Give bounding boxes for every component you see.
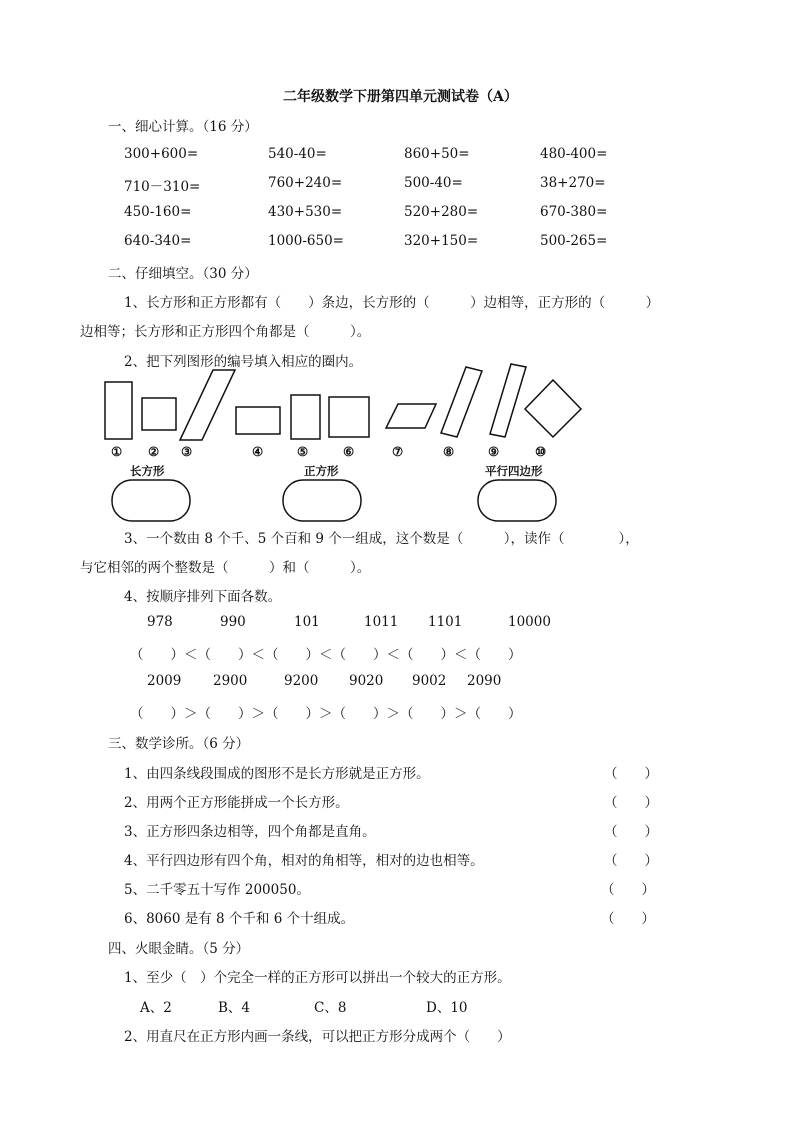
choice-option-d[interactable]: D、10 [426,1000,468,1016]
category-label-rectangle: 长方形 [130,464,165,478]
choice-question-1: 1、至少（ ）个完全一样的正方形可以拼出一个较大的正方形。 [124,970,511,986]
order-comparison-ascending[interactable]: （ ）＜（ ）＜（ ）＜（ ）＜（ ）＜（ ） [130,647,522,663]
shape-5-rectangle [291,395,320,439]
section-3-heading: 三、数学诊所。（6 分） [108,736,250,752]
order-number: 9200 [284,673,319,689]
order-number: 2090 [467,673,502,689]
calc-item: 860+50= [404,146,470,162]
order-number: 101 [294,614,320,630]
order-number: 10000 [508,614,551,630]
order-number: 978 [147,614,173,630]
order-number: 1011 [364,614,399,630]
choice-option-c[interactable]: C、8 [314,1000,347,1016]
judge-answer-blank[interactable]: （ ） [604,824,658,840]
question-2-2: 2、把下列图形的编号填入相应的圈内。 [124,354,363,370]
calc-item: 710－310= [124,179,201,195]
question-2-3-line1: 3、一个数由 8 个千、5 个百和 9 个一组成，这个数是（ ），读作（ ）， [124,531,639,547]
choice-question-2: 2、用直尺在正方形内画一条线，可以把正方形分成两个（ ） [124,1029,511,1045]
calc-item: 500-40= [404,175,463,191]
shape-3-parallelogram [180,370,235,440]
shape-number-label: ④ [252,444,264,459]
order-number: 2009 [147,673,182,689]
order-number: 2900 [213,673,248,689]
judge-answer-blank[interactable]: （ ） [601,911,655,927]
question-2-1-line1: 1、长方形和正方形都有（ ）条边，长方形的（ ）边相等，正方形的（ ） [124,295,660,311]
shape-4-rectangle [236,407,280,434]
calc-item: 38+270= [540,175,606,191]
question-2-3-line2: 与它相邻的两个整数是（ ）和（ ）。 [80,560,371,576]
shape-number-label: ⑥ [343,444,355,459]
category-label-square: 正方形 [304,464,339,478]
calc-item: 430+530= [268,204,343,220]
shape-1-rectangle [105,382,132,439]
shape-number-label: ⑤ [297,444,309,459]
shape-2-square [142,398,176,430]
shape-10-square [525,380,581,437]
judge-item: 1、由四条线段围成的图形不是长方形就是正方形。 [124,766,430,782]
shape-9-parallelogram [490,364,526,437]
calc-item: 300+600= [124,146,199,162]
section-1-heading: 一、细心计算。（16 分） [108,119,258,135]
calc-item: 640-340= [124,233,192,249]
order-number: 9002 [412,673,447,689]
order-number: 9020 [349,673,384,689]
shape-number-label: ③ [181,444,193,459]
order-number: 990 [220,614,246,630]
calc-item: 760+240= [268,175,343,191]
judge-item: 2、用两个正方形能拼成一个长方形。 [124,795,349,811]
judge-item: 3、正方形四条边相等，四个角都是直角。 [124,824,376,840]
page-title: 二年级数学下册第四单元测试卷（A） [283,89,518,105]
calc-item: 450-160= [124,204,192,220]
calc-item: 500-265= [540,233,608,249]
shape-number-label: ⑦ [392,444,404,459]
category-label-parallelogram: 平行四边形 [485,464,543,478]
square-answer-oval[interactable] [283,480,361,521]
question-2-4: 4、按顺序排列下面各数。 [124,589,282,605]
shape-number-label: ⑩ [535,444,547,459]
judge-item: 4、平行四边形有四个角，相对的角相等，相对的边也相等。 [124,853,484,869]
shape-6-square [329,397,369,437]
judge-item: 5、二千零五十写作 200050。 [124,882,310,898]
section-2-heading: 二、仔细填空。（30 分） [108,266,258,282]
choice-option-b[interactable]: B、4 [218,1000,251,1016]
judge-item: 6、8060 是有 8 个千和 6 个十组成。 [124,911,355,927]
calc-item: 320+150= [404,233,479,249]
order-comparison-descending[interactable]: （ ）＞（ ）＞（ ）＞（ ）＞（ ）＞（ ） [130,706,522,722]
calc-item: 1000-650= [268,233,344,249]
calc-item: 540-40= [268,146,327,162]
judge-answer-blank[interactable]: （ ） [601,882,655,898]
parallelogram-answer-oval[interactable] [478,480,556,521]
calc-item: 670-380= [540,204,608,220]
order-number: 1101 [428,614,463,630]
shape-8-parallelogram [441,367,482,437]
calc-item: 520+280= [404,204,479,220]
choice-option-a[interactable]: A、2 [140,1000,172,1016]
judge-answer-blank[interactable]: （ ） [604,766,658,782]
rectangle-answer-oval[interactable] [112,480,190,521]
judge-answer-blank[interactable]: （ ） [604,853,658,869]
shape-number-label: ② [148,444,160,459]
section-4-heading: 四、火眼金睛。（5 分） [108,941,250,957]
calc-item: 480-400= [540,146,608,162]
shape-7-parallelogram [386,404,436,428]
judge-answer-blank[interactable]: （ ） [604,795,658,811]
shape-number-label: ⑧ [443,444,455,459]
shape-number-label: ⑨ [488,444,500,459]
question-2-1-line2: 边相等；长方形和正方形四个角都是（ ）。 [80,324,371,340]
shape-number-label: ① [111,444,123,459]
